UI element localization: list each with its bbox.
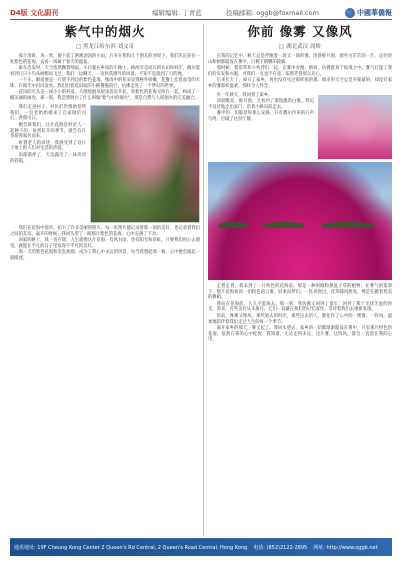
paragraph: 走着走着，我来到了一片粉色的花海前。那是一种叫做粉黛乱子草的植物，在雾气的笼罩下，整片花海如同一团粉色的云雾，轻柔而梦幻。一阵风吹过，花草随风摇曳，像是在跳着优美的舞蹈。 [208,283,392,301]
page-footer [10,538,392,556]
tree-line [322,222,374,228]
right-article [208,24,392,344]
paragraph: 雾中的一切都显得那么安静，只有偶尔传来的几声鸟鸣，打破了这份宁静。 [208,111,314,122]
paragraph: 她告诉我们，这片花海是村里人一起种下的，每到花开的季节，就会有许多游客慕名而来。 [10,122,86,140]
paragraph: 清晨醒来，推开窗，又看到了那熟悉的白雾。我迫不及待地走出家门，沿着小路向前走去。 [208,99,314,110]
paragraph: 那时候，我常常和小伙伴们一起，在雾中奔跑、嬉戏，仿佛置身于仙境之中。雾气打湿了我们的头发和衣服，可我们一点也不在意，依然笑得那么开心。 [208,66,392,77]
masthead-logo-text: 中國華僑報 [357,7,392,17]
right-article-body [208,54,392,90]
paragraph: 听着老人的讲述，我感受到了这片土地上的人们对生活的热爱。 [10,140,86,152]
right-article-tail [208,284,392,343]
page-section-label: D4版 文化副刊 [10,8,59,17]
right-wrap-text [208,93,314,159]
left-article [10,24,200,262]
tree-line [263,222,303,228]
left-article-tail [10,226,200,262]
footer-phone: 电话: (852)2122-2895 [253,545,308,551]
flower-photo [90,105,200,223]
right-image-wrap [208,93,392,159]
paragraph: 我们在花海中漫步，拍下了许多美丽的照片。每一张照片都记录着那一刻的美好，也记录着我们之间的友谊。离开的时候，我回头望了一眼那片紫色的花海，心中充满了不舍。 [10,225,200,237]
right-article-title: 你前 像雾 又像风 [247,24,353,39]
paragraph: 驱车出发时，天空依然飘着细雨。车行驶在乡间的小路上，路两旁是成片的农田和村庄，偶尔能看到几只小鸟从树梢间飞过。我们一边聊天，一边欣赏窗外的风景，不知不觉就到了目的地。 [10,66,200,77]
footer-address: 通讯地址: 19F Cheung Kong Center 2 Queen's Rd Central, 2 Queen's Road Central, Hong Kong [14,545,248,551]
paragraph: 那一天的紫色花海和袅袅炊烟，成为了我心中永远的风景。每当我想起那一幕，心中便会涌起一股暖流。 [10,250,200,261]
footer-website: 网址: http://www.oggb.net [313,545,378,551]
left-article-title: 紫气中的烟火 [64,24,146,39]
paragraph: 雨渐渐停了，天边露出了一抹淡淡的彩霞。 [10,152,86,164]
submission-email: 投稿邮箱: oggb@foxmail.com [226,9,319,17]
paragraph: 我站在花海前，久久不愿离去。那一刻，我仿佛又回到了童年，回到了那个无忧无虑的时光。原来，有些美好从未离开，它们一直藏在我们的记忆深处，等待着我们去重新发现。 [208,301,392,313]
pink-grass-photo-small [318,95,392,159]
left-article-byline: □ 黑龙江哈尔滨 刘义奇 [75,44,135,50]
paragraph: 我们走进村子，村民们热情地招呼我们。一位老奶奶端来了自家做的点心，香甜可口。 [10,104,86,122]
editor-credit: 编辑编辑: 丁青蓝 [152,9,202,17]
left-image-wrap [10,105,200,223]
paragraph: 那个清晨，风一吹，便下起了淅淅沥沥的小雨。后来在我和几个朋友的劝说下，我们决定前往一处紫色的花海，去看一场属于春天的盛宴。 [10,54,200,65]
left-article-body [10,54,200,102]
paragraph: 一下车，眼前便是一片望不到边的紫色花海。细雨中的花朵显得格外娇嫩，花瓣上挂着晶莹的水珠，在微光中闪闪发亮。我们沿着花田间的小路慢慢前行，仿佛走进了一个梦幻的世界。 [10,78,200,89]
right-article-byline: □ 湖北武汉 周娇 [279,44,321,50]
paragraph: 在我的记忆中，秋天总是伴随着一场又一场的雾。清晨推开窗，窗外白茫茫的一片，远处的山和树都隐没在雾中，只剩下模糊的轮廓。 [208,54,392,65]
paragraph: 花田的尽头是一座小小的村落，几缕炊烟从屋顶袅袅升起，和紫色的花海交织在一起，构成了一幅美丽的画卷。那一刻，我忽然明白了什么叫做"紫气中的烟火"，那是自然与人间烟火的完美融合。 [10,90,200,102]
paragraph: 有一年秋天，我回到了家乡。 [216,92,273,98]
column-divider [203,24,204,536]
masthead-logo [345,8,392,18]
pink-grass-field-photo [208,162,392,280]
tree-line [219,222,248,228]
paragraph: 后来长大了，离开了家乡，再也没有见过那样浓的雾。城市的天空总是灰蒙蒙的，却没有家乡的雾那样温柔、那样令人怀念。 [208,78,392,89]
paragraph: 你前，像雾又像风。那些逝去的时光，那些远去的人，都化作了心中的一缕雾、一阵风，温柔地陪伴着我们走过人生的每一个季节。 [208,313,392,325]
paragraph: 离开家乡的那天，雾又起了。我回头望去，家乡的一切都渐渐隐没在雾中，只有那片粉色的花海，依然在我的心中绽放。我知道，无论走得多远，这片雾、这阵风，都会一直留在我的心里。 [208,325,392,343]
globe-icon [345,8,355,18]
left-wrap-text [10,105,86,223]
paragraph: 回家的路上，我一直在想，人生就像这片花海，有风有雨，也有阳光和彩虹。只要我们用心去感受，就能在平凡的日子里发现不平凡的美好。 [10,237,200,249]
page-header [10,6,392,20]
